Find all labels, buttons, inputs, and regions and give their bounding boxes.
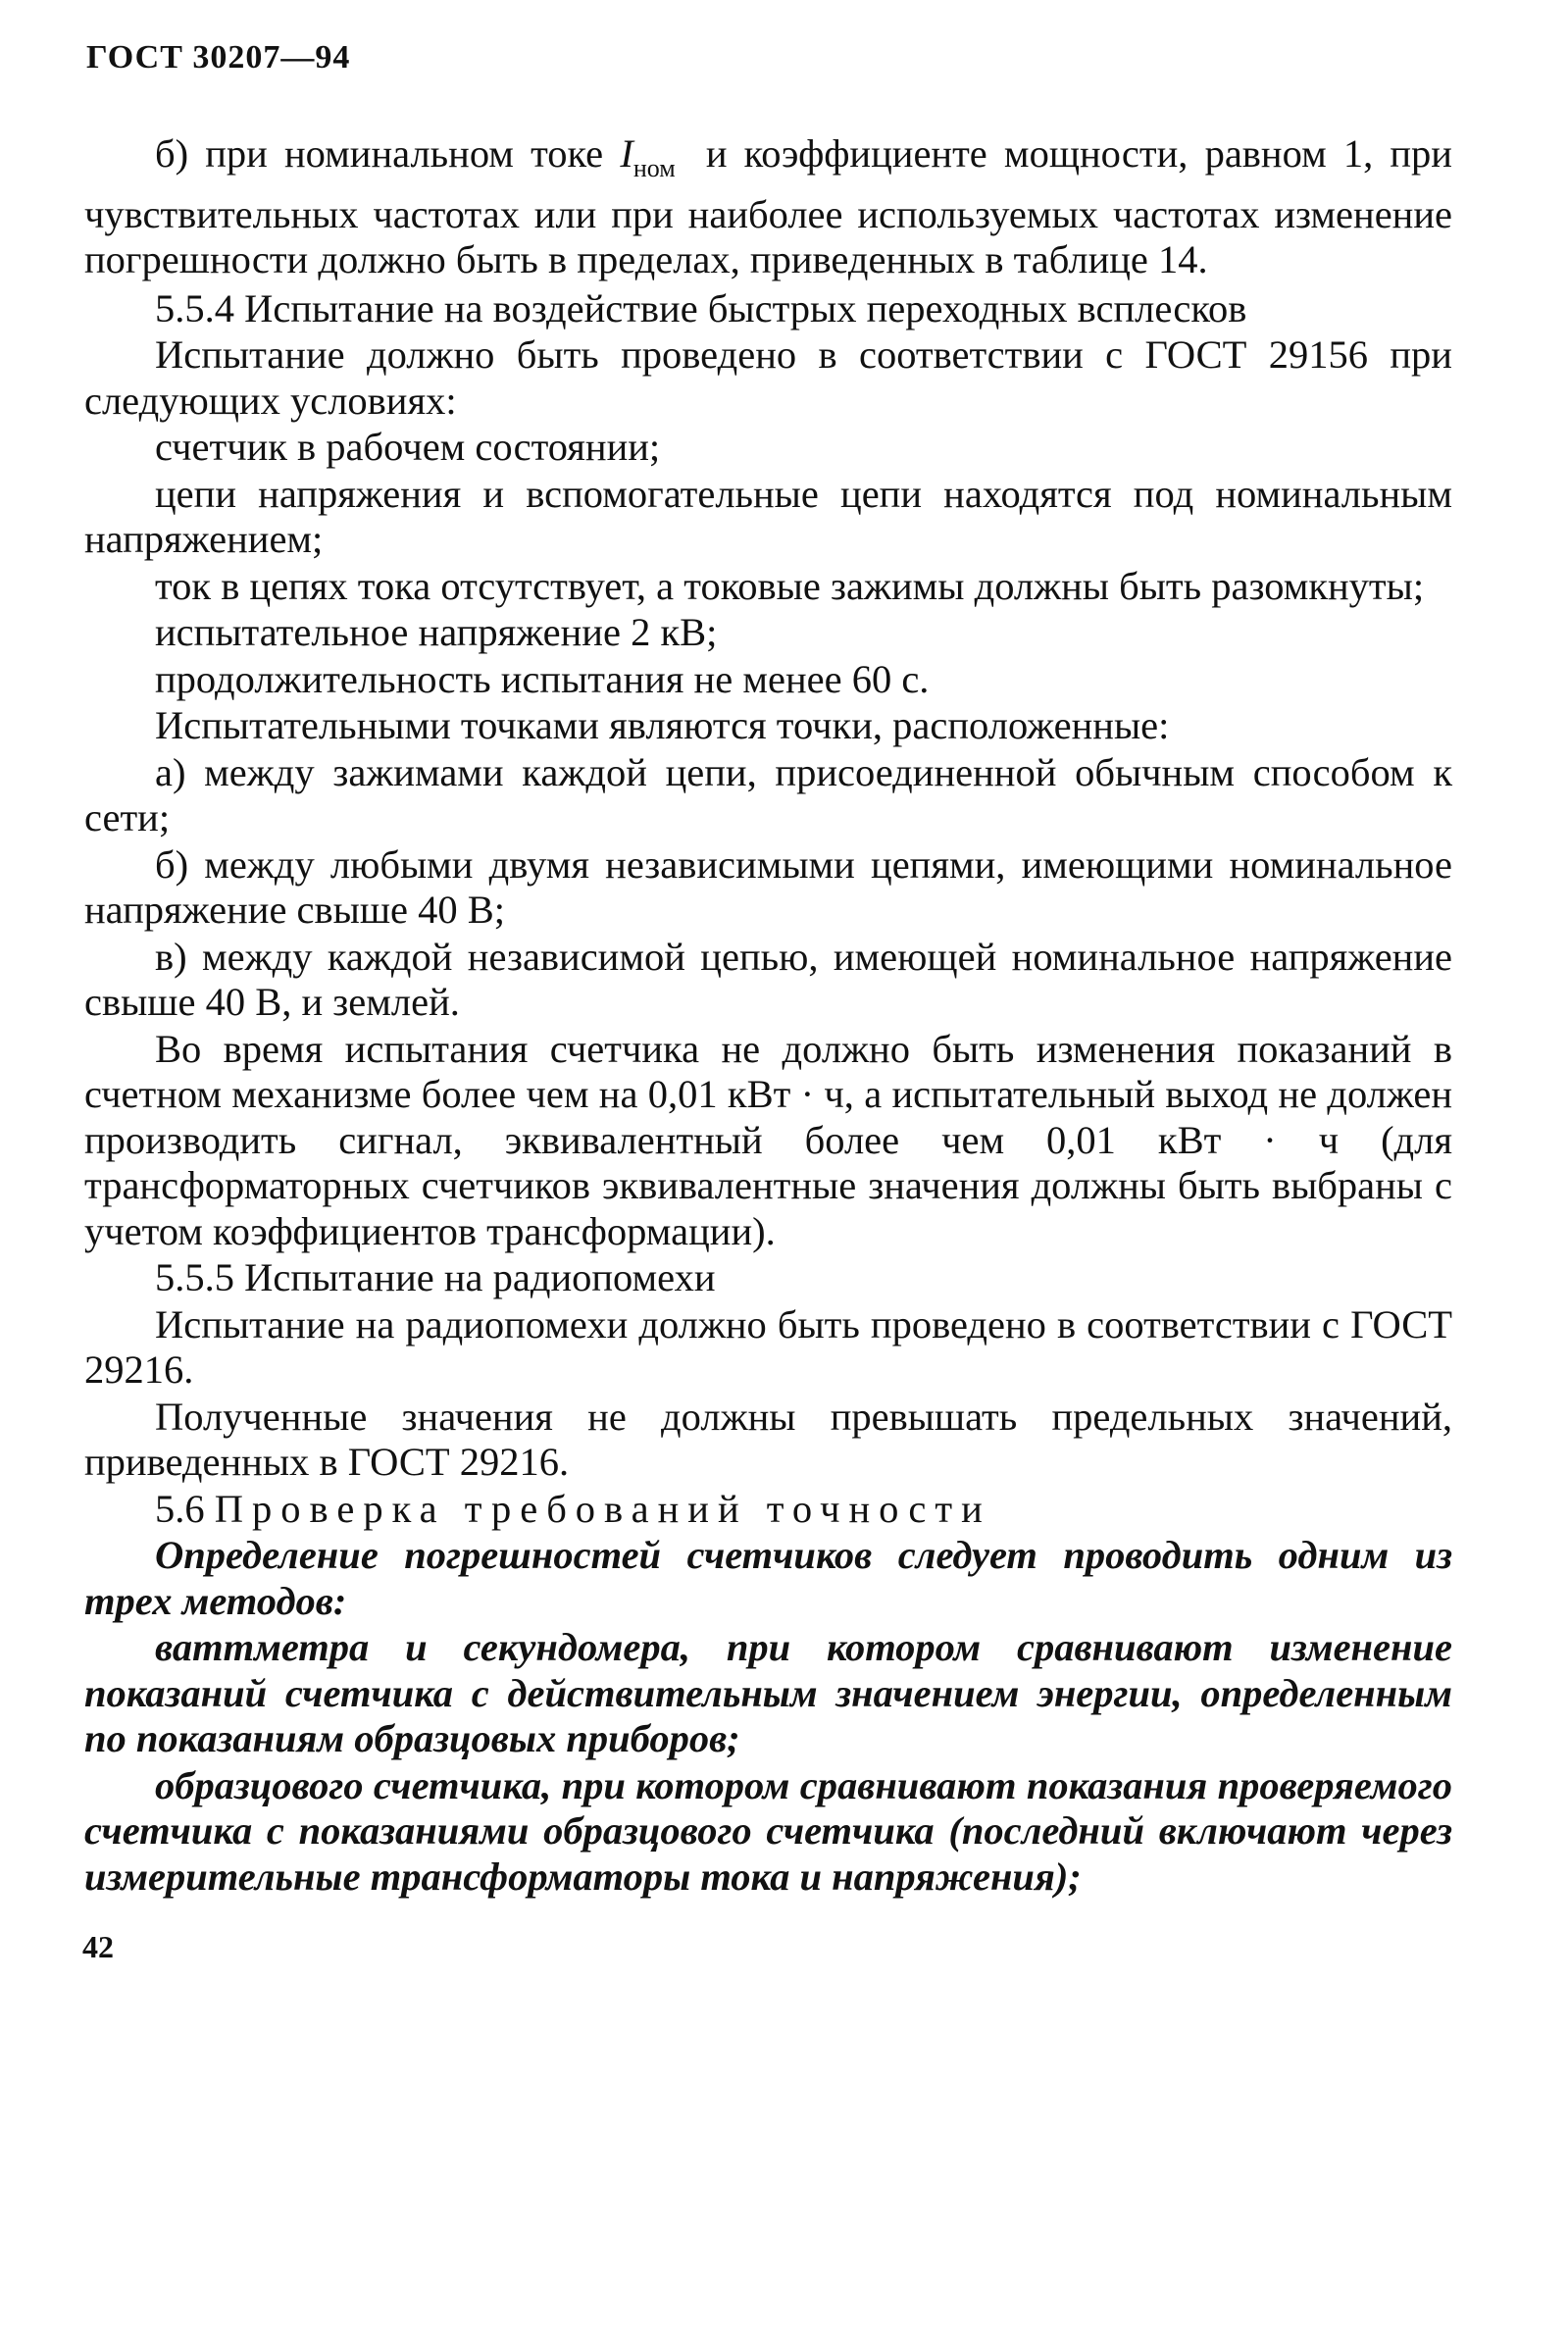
- italic-paragraph: ваттметра и секундомера, при котором сравнивают изменение показаний счетчика с действительным значением энергии, определенным по показаниям образцовых приборов;: [84, 1625, 1452, 1760]
- paragraph-b-nominal-current: [84, 131, 1452, 283]
- paragraph: цепи напряжения и вспомогательные цепи находятся под номинальным напряжением;: [84, 471, 1452, 561]
- paragraph: ток в цепях тока отсутствует, а токовые зажимы должны быть разомкнуты;: [155, 563, 1425, 608]
- paragraph: Испытание на радиопомехи должно быть проведено в соответствии с ГОСТ 29216.: [84, 1301, 1452, 1392]
- document-body: [84, 131, 1452, 1900]
- section-5-5-5-title: 5.5.5 Испытание на радиопомехи: [155, 1255, 716, 1299]
- section-5-6-heading: Проверка требований точности: [214, 1486, 991, 1531]
- para-b-lead: б) при номинальном токе: [155, 131, 621, 176]
- paragraph: Полученные значения не должны превышать предельных значений, приведенных в ГОСТ 29216.: [84, 1394, 1452, 1484]
- list-item-b: б) между любыми двумя независимыми цепями, имеющими номинальное напряжение свыше 40 В;: [84, 841, 1452, 932]
- list-item-v: в) между каждой независимой цепью, имеющей номинальное напряжение свыше 40 В, и землей.: [84, 934, 1452, 1024]
- section-5-6-number: 5.6: [155, 1486, 205, 1531]
- standard-code-header: ГОСТ 30207—94: [86, 39, 351, 76]
- paragraph: Во время испытания счетчика не должно быть изменения показаний в счетном механизме более чем на 0,01 кВт · ч, а испытательный выход не должен производить сигнал, эквивалентный более чем 0,01 кВт · ч (для трансформаторных счетчиков эквивалентные значения должны быть выбраны с учетом коэффициентов трансформации).: [84, 1026, 1452, 1253]
- page-number: 42: [82, 1929, 114, 1964]
- italic-paragraph: Определение погрешностей счетчиков следует проводить одним из трех методов:: [84, 1533, 1452, 1623]
- paragraph: испытательное напряжение 2 кВ;: [155, 610, 718, 654]
- paragraph: продолжительность испытания не менее 60 с.: [155, 656, 930, 701]
- list-item-a: а) между зажимами каждой цепи, присоединенной обычным способом к сети;: [84, 749, 1452, 839]
- paragraph: Испытание должно быть проведено в соответствии с ГОСТ 29156 при следующих условиях:: [84, 332, 1452, 423]
- paragraph: счетчик в рабочем состоянии;: [155, 425, 661, 469]
- inom-subscript: ном: [632, 154, 676, 182]
- section-5-5-4-title: 5.5.4 Испытание на воздействие быстрых переходных всплесков: [155, 285, 1247, 330]
- document-page: [76, 39, 1489, 1965]
- paragraph: Испытательными точками являются точки, расположенные:: [155, 703, 1170, 747]
- italic-paragraph: образцового счетчика, при котором сравнивают показания проверяемого счетчика с показаниями образцового счетчика (последний включают через измерительные трансформаторы тока и напряжения);: [84, 1762, 1452, 1899]
- para-b-rest: и коэффициенте мощности, равном 1, при чувствительных частотах или при наиболее используемых частотах изменение погрешности должно быть в пределах, приведенных в таблице 14.: [84, 131, 1452, 281]
- inom-symbol: I: [620, 131, 633, 176]
- section-5-6-title: [84, 1487, 1452, 1533]
